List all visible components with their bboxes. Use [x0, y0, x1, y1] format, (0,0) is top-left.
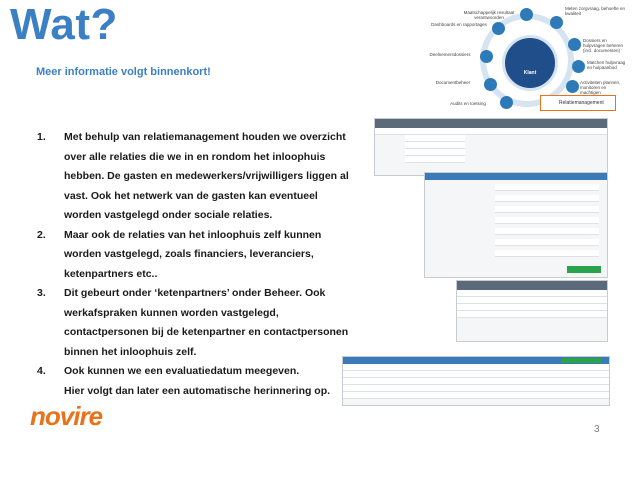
- form-field: [495, 228, 599, 235]
- list-item-text: Ook kunnen we een evaluatiedatum meegeven. Hier volgt dan later een automatische herinnering op.: [64, 365, 331, 397]
- screenshot-row: [405, 149, 465, 156]
- node-icon: [480, 50, 493, 63]
- page-number: 3: [594, 424, 600, 435]
- app-toolbar: [375, 119, 607, 128]
- screenshot-partners: [456, 280, 608, 342]
- list-item-number: 2.: [37, 228, 46, 241]
- node-icon: [500, 96, 513, 109]
- list-item-text: Met behulp van relatiemanagement houden we overzicht over alle relaties die we in en rondom het inloophuis hebben. De gasten en medewerkers/vrijwilligers liggen al vast. Ook het netwerk van de gasten kan eventueel worden vastgelegd onder sociale relaties.: [64, 131, 349, 221]
- add-button-shape: [561, 358, 601, 363]
- table-row: [343, 371, 609, 378]
- novire-logo: novire: [30, 401, 103, 431]
- form-field: [495, 217, 599, 224]
- list-item: [37, 284, 352, 362]
- form-field: [495, 195, 599, 202]
- diagram-node: Activiteiten plannen, monitoren en machtigen: [580, 80, 621, 95]
- screenshot-row: [457, 290, 607, 297]
- app-toolbar: [457, 281, 607, 290]
- list-item-number: 1.: [37, 131, 46, 143]
- list-item-text: Maar ook de relaties van het inloophuis zelf kunnen worden vastgelegd, zoals financiers, leveranciers, ketenpartners etc..: [64, 228, 322, 280]
- list-item: [37, 226, 352, 285]
- node-icon: [484, 78, 497, 91]
- hub-label: Klant: [523, 70, 537, 76]
- screenshot-row: [375, 128, 607, 135]
- node-icon: [550, 16, 563, 29]
- screenshot-row: [457, 304, 607, 311]
- page-title: Wat?: [10, 0, 118, 49]
- node-icon: [572, 60, 585, 73]
- list-item-text: Dit gebeurt onder ‘ketenpartners’ onder Beheer. Ook werkafspraken kunnen worden vastgelegd, contactpersonen bij de ketenpartner en contactpersonen binnen het inloophuis zelf.: [64, 287, 349, 358]
- form-header: [425, 173, 607, 180]
- node-icon: [492, 22, 505, 35]
- table-row: [343, 385, 609, 392]
- relatiemanagement-highlight: Relatiemanagement: [540, 95, 616, 111]
- screenshot-row: [405, 135, 465, 142]
- numbered-list: [37, 128, 352, 401]
- table-row: [343, 392, 609, 399]
- node-icon: [568, 38, 581, 51]
- screenshot-row: [457, 297, 607, 304]
- diagram-node: Audits en toetsing: [450, 101, 486, 106]
- node-icon: [520, 8, 533, 21]
- list-item-number: 3.: [37, 287, 46, 299]
- table-row: [343, 364, 609, 371]
- screenshot-menu: [374, 118, 608, 176]
- table-row: [343, 378, 609, 385]
- list-item: [37, 128, 352, 226]
- module-diagram: [420, 0, 630, 112]
- screenshot-row: [405, 156, 465, 163]
- form-field: [495, 239, 599, 246]
- screenshot-form: [424, 172, 608, 278]
- page-subtitle: Meer informatie volgt binnenkort!: [36, 66, 211, 78]
- screenshot-table: [342, 356, 610, 406]
- save-button-shape: [567, 266, 601, 273]
- form-field: [495, 250, 599, 257]
- diagram-node: Deelnemersdossiers: [429, 52, 471, 57]
- hub-circle: [502, 35, 558, 91]
- form-field: [495, 206, 599, 213]
- diagram-node: Documentbeheer: [435, 80, 471, 85]
- diagram-node: Dossiers en hulpvragen beheren (incl. documenten): [583, 38, 624, 53]
- list-item: [37, 362, 352, 401]
- screenshot-row: [457, 311, 607, 318]
- screenshot-row: [405, 142, 465, 149]
- diagram-node: Meten zorgvraag, behoefte en kwaliteit: [565, 6, 626, 16]
- form-field: [495, 184, 599, 191]
- diagram-node: Matchen hulpvraag en hulpaanbod: [587, 60, 626, 70]
- list-item-number: 4.: [37, 365, 46, 377]
- diagram-node: Maatschappelijk resultaat verantwoorden: [463, 10, 515, 20]
- node-icon: [566, 80, 579, 93]
- diagram-node: Dashboards en rapportages: [431, 22, 487, 27]
